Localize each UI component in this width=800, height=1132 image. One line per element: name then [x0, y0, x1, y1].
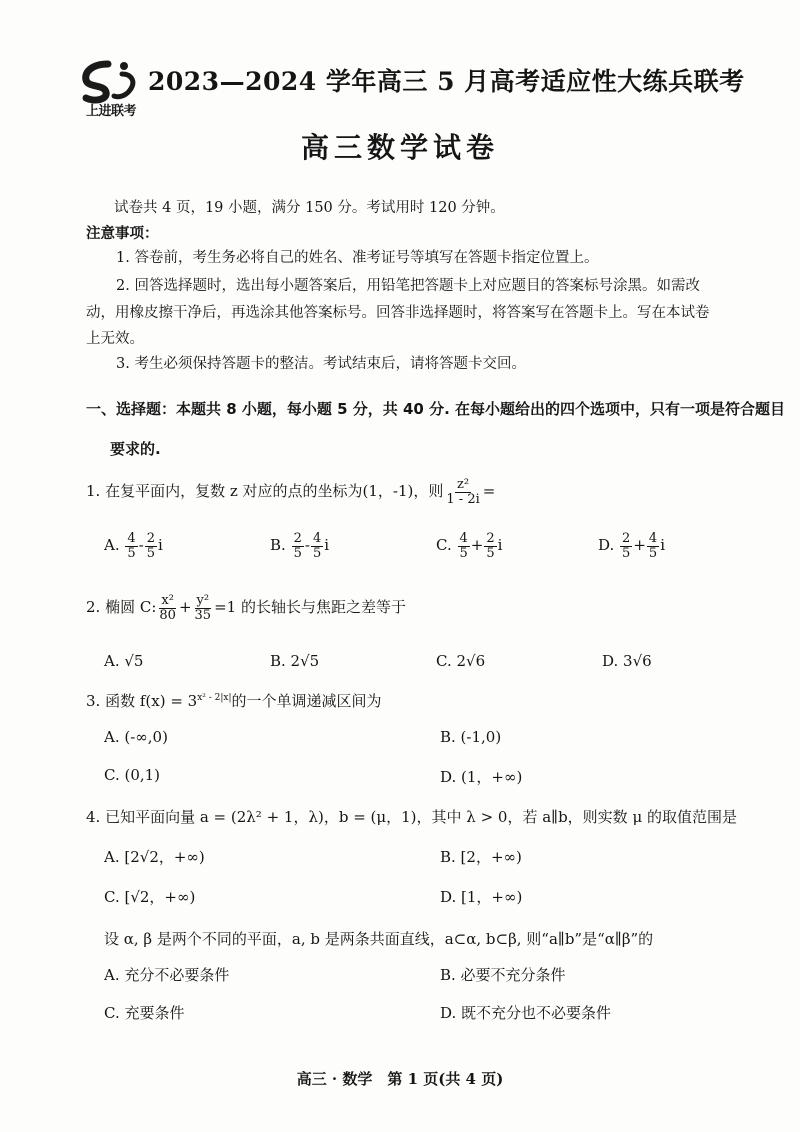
q1-c-d2: 5 — [486, 545, 495, 561]
q1-d-d1: 5 — [622, 545, 631, 561]
question-2 — [86, 594, 406, 622]
q4-option-d: D. [1，+∞) — [440, 888, 523, 906]
question-1 — [86, 478, 495, 506]
q1-b-label: B. — [270, 536, 286, 555]
exam-header-title: 2023—2024 学年高三 5 月高考适应性大练兵联考 — [148, 67, 745, 96]
question-3 — [86, 690, 382, 711]
logo-mark-icon — [78, 60, 144, 104]
notice-heading: 注意事项： — [86, 225, 159, 242]
q2-plus: + — [178, 598, 192, 617]
q1-d-frac2 — [647, 532, 659, 560]
q1-frac-den: 1 - 2i — [446, 491, 480, 507]
q4-option-c: C. [√2，+∞) — [104, 888, 196, 906]
q1-c-n1: 4 — [459, 531, 468, 546]
q2-option-b: B. 2√5 — [270, 652, 320, 670]
q1-c-op: + — [470, 536, 484, 555]
q4-option-a: A. [2√2，+∞) — [104, 848, 205, 866]
q1-d-i: i — [660, 536, 665, 555]
q1-d-n1: 2 — [622, 531, 631, 546]
notice-item-2-line-1: 2. 回答选择题时，选出每小题答案后，用铅笔把答题卡上对应题目的答案标号涂黑。如需改 — [116, 278, 700, 294]
paper-title: 高三数学试卷 — [300, 131, 499, 164]
q1-d-n2: 4 — [648, 531, 658, 546]
q1-c-label: C. — [436, 536, 452, 555]
q2-option-d: D. 3√6 — [602, 652, 652, 670]
page-footer: 高三 · 数学 第 1 页(共 4 页) — [296, 1070, 504, 1088]
q1-option-c — [436, 532, 502, 560]
q1-d-d2: 5 — [648, 545, 658, 561]
q2-f1-den: 80 — [159, 607, 176, 623]
question-5: 设 α, β 是两个不同的平面，a, b 是两条共面直线，a⊂α, b⊂β, 则“a∥b”是“α∥β”的 — [104, 930, 654, 948]
q1-a-d2: 5 — [146, 545, 156, 561]
q2-option-a: A. √5 — [104, 652, 144, 670]
q2-f2-num: y² — [196, 593, 210, 608]
q3-option-c: C. (0,1) — [104, 766, 161, 784]
q1-b-d1: 5 — [293, 545, 302, 561]
q1-a-label: A. — [104, 536, 120, 555]
notice-item-2-line-3: 上无效。 — [86, 331, 144, 347]
q3-option-b: B. (-1,0) — [440, 728, 502, 746]
q1-option-d — [598, 532, 665, 560]
q2-option-c: C. 2√6 — [436, 652, 486, 670]
q1-a-n2: 2 — [146, 531, 156, 546]
q1-c-n2: 2 — [486, 531, 495, 546]
q5-option-a: A. 充分不必要条件 — [104, 966, 230, 984]
q5-option-b: B. 必要不充分条件 — [440, 966, 566, 984]
q1-tail: = — [482, 482, 496, 501]
logo-text: 上进联考 — [85, 104, 136, 119]
q1-b-n1: 2 — [293, 531, 302, 546]
q3-stem-post: 的一个单调递减区间为 — [231, 692, 382, 710]
q1-b-i: i — [324, 536, 330, 555]
section-heading: 一、选择题：本题共 8 小题，每小题 5 分，共 40 分. 在每小题给出的四个选项中，只有一项是符合题目 — [86, 400, 786, 418]
notice-item-2-line-2: 动，用橡皮擦干净后，再选涂其他答案标号。回答非选择题时，将答案写在答题卡上。写在本试卷 — [86, 305, 710, 321]
q1-d-label: D. — [598, 536, 615, 555]
q1-b-frac2 — [311, 532, 323, 560]
q1-c-frac2 — [484, 532, 496, 560]
notice-item-1: 1. 答卷前，考生务必将自己的姓名、准考证号等填写在答题卡指定位置上。 — [116, 250, 599, 266]
q1-a-i: i — [158, 536, 163, 555]
publisher-logo — [78, 60, 144, 122]
q1-stem: 1. 在复平面内，复数 z 对应的点的坐标为(1，-1)，则 — [86, 482, 444, 501]
q3-option-d: D. (1，+∞) — [440, 768, 523, 786]
section-heading-cont: 要求的. — [110, 440, 161, 458]
q1-a-d1: 5 — [127, 545, 136, 561]
q3-option-a: A. (-∞,0) — [104, 728, 168, 746]
q1-b-frac1 — [292, 532, 304, 560]
q1-a-n1: 4 — [127, 531, 136, 546]
q1-option-b — [270, 532, 329, 560]
q1-d-op: + — [633, 536, 646, 555]
q2-stem-pre: 2. 椭圆 C: — [86, 598, 157, 617]
q5-option-c: C. 充要条件 — [104, 1004, 185, 1022]
q1-d-frac1 — [620, 532, 632, 560]
q1-a-op: - — [138, 536, 144, 555]
q4-option-b: B. [2，+∞) — [440, 848, 522, 866]
q1-b-d2: 5 — [312, 545, 322, 561]
intro-text: 试卷共 4 页，19 小题，满分 150 分。考试用时 120 分钟。 — [114, 200, 505, 216]
q1-frac-num: z² — [457, 477, 470, 492]
q2-frac-x — [157, 594, 178, 622]
q1-option-a — [104, 532, 163, 560]
q2-frac-y — [193, 594, 214, 622]
q1-c-frac1 — [458, 532, 470, 560]
notice-item-3: 3. 考生必须保持答题卡的整洁。考试结束后，请将答题卡交回。 — [116, 356, 526, 372]
q1-b-n2: 4 — [312, 531, 322, 546]
q1-a-frac1 — [125, 532, 137, 560]
q1-c-i: i — [497, 536, 503, 555]
q1-c-d1: 5 — [459, 545, 468, 561]
q3-exponent: x² - 2|x| — [197, 693, 232, 703]
q5-option-d: D. 既不充分也不必要条件 — [440, 1004, 612, 1022]
q2-stem-post: =1 的长轴长与焦距之差等于 — [214, 598, 406, 617]
q1-a-frac2 — [145, 532, 157, 560]
q3-stem-pre: 3. 函数 f(x) = 3 — [86, 692, 198, 710]
q1-fraction — [444, 478, 481, 506]
question-4: 4. 已知平面向量 a = (2λ² + 1，λ)，b = (μ，1)，其中 λ > 0，若 a∥b，则实数 μ 的取值范围是 — [86, 808, 737, 826]
q2-f2-den: 35 — [194, 607, 212, 623]
q2-f1-num: x² — [161, 593, 174, 608]
q1-b-op: - — [304, 536, 310, 555]
